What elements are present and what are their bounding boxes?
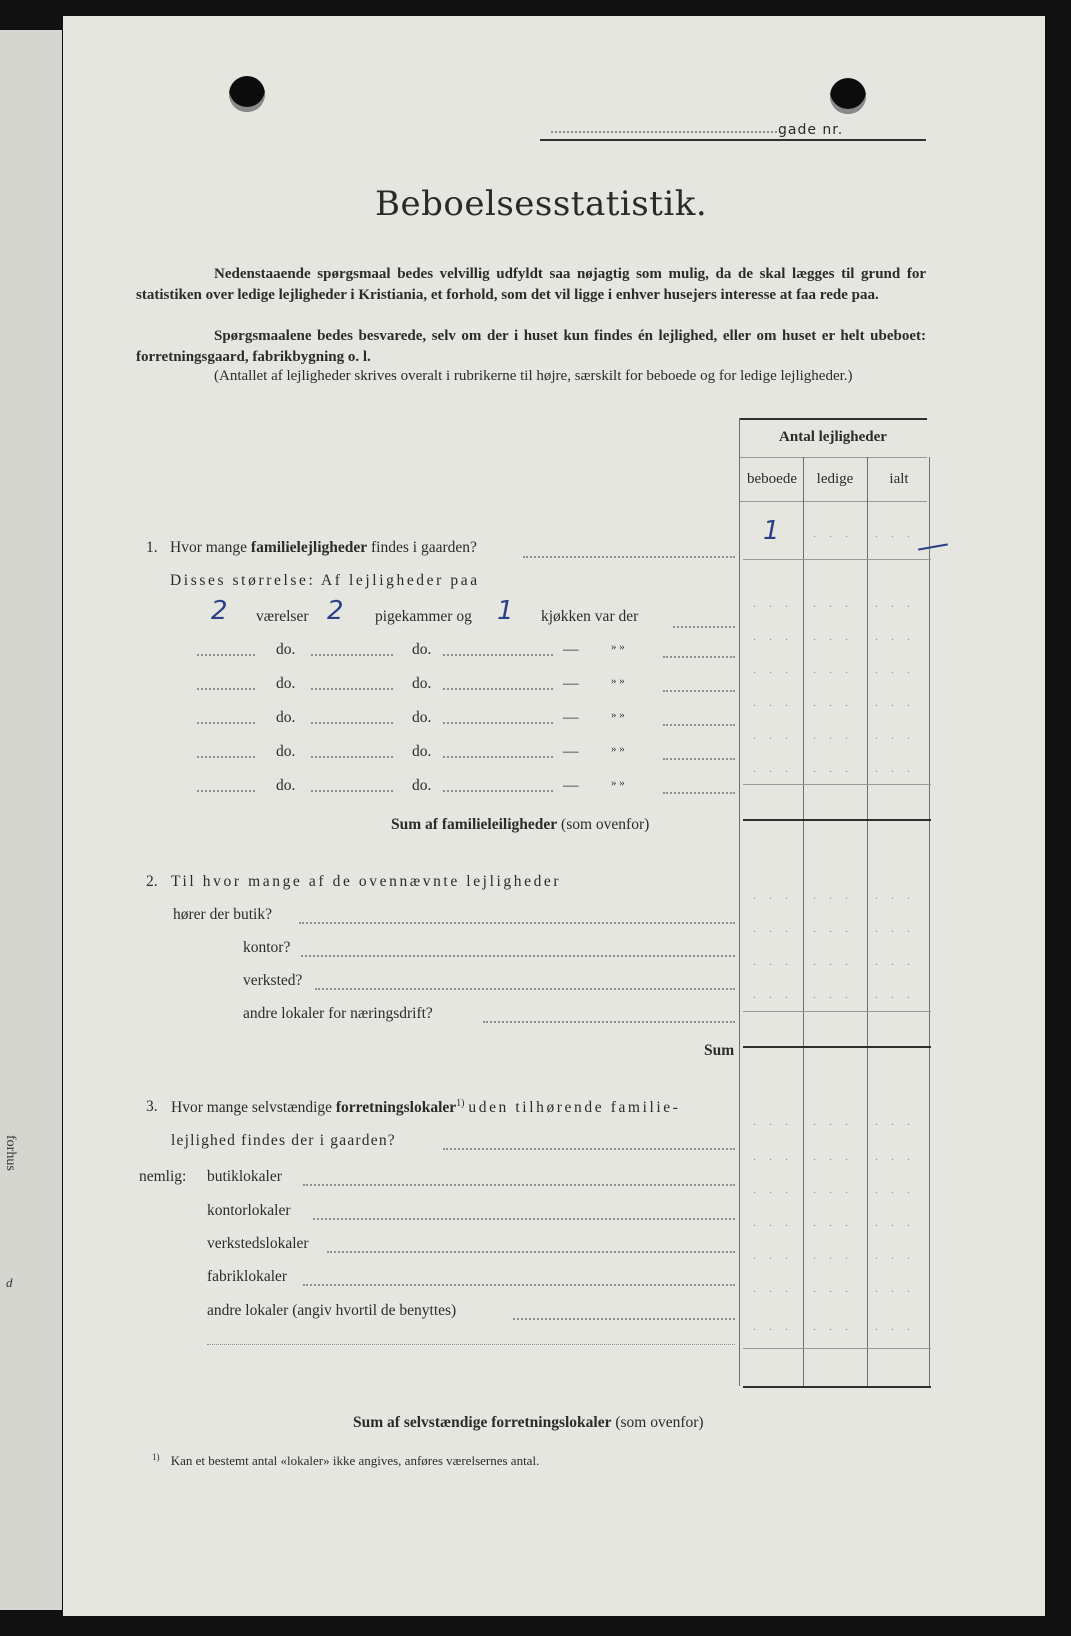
ditto: do. — [276, 777, 296, 794]
intro-paragraph-1 — [136, 264, 926, 305]
table-cell[interactable]: . . . — [875, 888, 915, 902]
table-column-line — [929, 457, 930, 1386]
size-fill-line[interactable] — [197, 790, 255, 792]
q1-text-a: Hvor mange — [170, 539, 248, 556]
table-cell[interactable]: . . . — [753, 695, 793, 709]
leader-dots — [523, 556, 735, 558]
ditto: do. — [276, 709, 296, 726]
table-cell[interactable]: . . . — [813, 629, 853, 643]
size-fill-line[interactable] — [311, 790, 393, 792]
table-cell[interactable]: . . . — [875, 662, 915, 676]
table-cell[interactable]: . . . — [875, 1281, 915, 1295]
leader-dots — [513, 1318, 735, 1320]
street-number-label: gade nr. — [778, 122, 844, 138]
q1-text-b: familielejligheder — [250, 539, 368, 556]
table-header-divider — [739, 501, 927, 502]
table-cell[interactable]: . . . — [753, 1248, 793, 1262]
q3-item: butiklokaler — [207, 1168, 282, 1185]
table-cell[interactable]: . . . — [813, 987, 853, 1001]
dash: — — [563, 641, 579, 658]
q2-sum: Sum — [704, 1042, 735, 1059]
rooms-label: værelser — [256, 608, 309, 625]
table-cell[interactable]: . . . — [753, 1319, 793, 1333]
footnote-text: Kan et bestemt antal «lokaler» ikke angives, anføres værelsernes antal. — [170, 1453, 540, 1469]
ditto: do. — [276, 641, 296, 658]
table-cell[interactable]: . . . — [813, 728, 853, 742]
specify-fill-line[interactable] — [207, 1344, 735, 1345]
answer-occupied-count[interactable]: 1 — [763, 516, 780, 546]
table-cell[interactable]: . . . — [875, 596, 915, 610]
table-row-divider — [743, 1011, 931, 1012]
intro-text-2: Spørgsmaalene bedes besvarede, selv om der i huset kun findes én lejlighed, eller om huset er helt ubeboet: forretningsgaard, fabrikbygning o. l. — [136, 328, 926, 365]
leader-dots — [327, 1251, 735, 1253]
leader-dots — [663, 792, 735, 794]
table-row-divider — [743, 1348, 931, 1349]
street-fill-line[interactable] — [551, 131, 781, 133]
table-cell[interactable]: . . . — [753, 1215, 793, 1229]
dash: — — [563, 675, 579, 692]
table-cell[interactable]: . . . — [813, 888, 853, 902]
handwritten-dash — [918, 543, 948, 550]
table-sum-rule — [743, 1046, 931, 1048]
table-cell[interactable]: . . . — [753, 1182, 793, 1196]
maid-label: pigekammer og — [375, 608, 472, 625]
leader-dots — [443, 1148, 735, 1150]
ditto-marks: » » — [611, 777, 625, 789]
q2-shop: hører der butik? — [173, 906, 272, 923]
kitchen-label: kjøkken var der — [541, 608, 639, 625]
size-fill-line[interactable] — [197, 688, 255, 690]
dash: — — [563, 777, 579, 794]
table-sum-rule — [743, 819, 931, 821]
table-cell[interactable]: . . . — [753, 921, 793, 935]
q3-item: fabriklokaler — [207, 1268, 288, 1285]
q1-size-line: Disses størrelse: Af lejligheder paa — [170, 572, 480, 589]
form-page — [63, 16, 1045, 1616]
table-header-divider — [739, 457, 927, 458]
table-cell[interactable]: . . . — [753, 761, 793, 775]
table-cell[interactable]: . . . — [753, 728, 793, 742]
q3-item: verkstedslokaler — [207, 1235, 309, 1252]
q3-number: 3. — [146, 1098, 158, 1115]
table-cell[interactable]: . . . — [875, 954, 915, 968]
table-column-line — [803, 457, 804, 1386]
size-fill-line[interactable] — [443, 722, 553, 724]
dash: — — [563, 743, 579, 760]
size-fill-line[interactable] — [443, 654, 553, 656]
leader-dots — [315, 988, 735, 990]
ditto-marks: » » — [611, 743, 625, 755]
street-underline — [540, 139, 926, 141]
table-cell[interactable]: . . . — [875, 1215, 915, 1229]
table-cell[interactable]: . . . — [813, 1114, 853, 1128]
ditto: do. — [412, 777, 432, 794]
table-top-rule — [739, 418, 927, 420]
ditto-marks: » » — [611, 675, 625, 687]
table-column-line — [739, 418, 740, 1386]
q1-text-c: findes i gaarden? — [371, 539, 477, 556]
ditto: do. — [412, 675, 432, 692]
table-cell[interactable]: . . . — [813, 596, 853, 610]
ditto-marks: » » — [611, 641, 625, 653]
leader-dots — [301, 955, 735, 957]
q2-other: andre lokaler for næringsdrift? — [243, 1005, 433, 1022]
size-fill-line[interactable] — [197, 756, 255, 758]
leader-dots — [663, 724, 735, 726]
leader-dots — [299, 922, 735, 924]
footnote-mark: 1) — [152, 1452, 160, 1462]
q3-line-2: lejlighed findes der i gaarden? — [171, 1132, 396, 1149]
q1-text — [170, 539, 477, 557]
table-cell[interactable]: . . . — [875, 1114, 915, 1128]
ditto: do. — [276, 743, 296, 760]
size-fill-line[interactable] — [443, 790, 553, 792]
table-cell[interactable]: . . . — [753, 662, 793, 676]
table-cell[interactable]: . . . — [813, 954, 853, 968]
table-cell[interactable]: . . . — [753, 1281, 793, 1295]
q3-item: kontorlokaler — [207, 1202, 291, 1219]
size-fill-line[interactable] — [197, 722, 255, 724]
leader-dots — [673, 626, 735, 628]
table-row-divider — [743, 784, 931, 785]
ditto: do. — [412, 641, 432, 658]
size-fill-line[interactable] — [311, 756, 393, 758]
table-cell[interactable]: . . . — [813, 1182, 853, 1196]
answer-rooms[interactable]: 2 — [211, 596, 228, 626]
table-cell[interactable]: . . . — [875, 987, 915, 1001]
leader-dots — [483, 1021, 735, 1023]
column-header-total: ialt — [889, 471, 909, 487]
leader-dots — [303, 1184, 735, 1186]
table-cell[interactable]: . . . — [813, 1319, 853, 1333]
table-cell[interactable]: . . . — [813, 1281, 853, 1295]
table-cell[interactable]: . . . — [875, 629, 915, 643]
table-cell[interactable]: . . . — [753, 1149, 793, 1163]
table-cell[interactable]: . . . — [813, 526, 853, 540]
q2-number: 2. — [146, 873, 158, 890]
punch-hole — [229, 76, 265, 112]
table-cell[interactable]: . . . — [875, 695, 915, 709]
size-fill-line[interactable] — [311, 722, 393, 724]
footnote — [152, 1452, 539, 1469]
dash: — — [563, 709, 579, 726]
size-fill-line[interactable] — [197, 654, 255, 656]
answer-maid-rooms[interactable]: 2 — [327, 596, 344, 626]
table-cell[interactable]: . . . — [813, 921, 853, 935]
intro-paragraph-2 — [136, 326, 926, 367]
q3-sum — [353, 1414, 704, 1432]
q3-sum-bold: Sum af selvstændige forretningslokaler — [353, 1414, 612, 1431]
table-row-divider — [743, 559, 931, 560]
ditto: do. — [412, 709, 432, 726]
intro-paragraph-3: (Antallet af lejligheder skrives overalt i rubrikerne til højre, særskilt for beboede og for ledige lejligheder.) — [214, 368, 853, 384]
table-sum-rule — [743, 1386, 931, 1388]
q3-item: andre lokaler (angiv hvortil de benyttes) — [207, 1302, 457, 1319]
leader-dots — [303, 1284, 735, 1286]
table-cell[interactable]: . . . — [875, 921, 915, 935]
ditto: do. — [412, 743, 432, 760]
table-cell[interactable]: . . . — [875, 1319, 915, 1333]
table-cell[interactable]: . . . — [813, 1215, 853, 1229]
q3-text-a: Hvor mange selvstændige — [171, 1099, 333, 1117]
table-cell[interactable]: . . . — [813, 1149, 853, 1163]
left-page-fragment: forhus — [3, 1135, 18, 1171]
table-cell[interactable]: . . . — [813, 695, 853, 709]
answer-kitchens[interactable]: 1 — [497, 596, 514, 626]
table-column-line — [867, 457, 868, 1386]
table-cell[interactable]: . . . — [875, 526, 915, 540]
leader-dots — [663, 690, 735, 692]
table-cell[interactable]: . . . — [813, 1248, 853, 1262]
table-cell[interactable]: . . . — [753, 888, 793, 902]
q3-text-b: forretningslokaler — [335, 1099, 457, 1117]
table-cell[interactable]: . . . — [875, 761, 915, 775]
q1-sum — [391, 816, 649, 834]
column-header-vacant: ledige — [816, 471, 854, 487]
q3-namely: nemlig: — [139, 1168, 187, 1185]
size-fill-line[interactable] — [311, 654, 393, 656]
q1-sum-bold: Sum af familieleiligheder — [391, 816, 558, 833]
ditto-marks: » » — [611, 709, 625, 721]
q2-text: Til hvor mange af de ovennævnte lejligheder — [171, 873, 562, 890]
q3-text — [171, 1098, 681, 1117]
left-page-fragment: d — [6, 1275, 13, 1290]
table-cell[interactable]: . . . — [875, 1149, 915, 1163]
intro-text-1: Nedenstaaende spørgsmaal bedes velvillig udfyldt saa nøjagtig som mulig, da de skal lægges til grund for statistiken over ledige lejligheder i Kristiania, et forhold, som det vil ligge i enhver husejers interesse at faa rede paa. — [136, 266, 926, 303]
table-cell[interactable]: . . . — [753, 629, 793, 643]
column-header-occupied: beboede — [747, 471, 797, 487]
q1-sum-rest: (som ovenfor) — [561, 816, 650, 833]
table-title: Antal lejligheder — [779, 429, 887, 445]
punch-hole — [830, 78, 866, 114]
table-cell[interactable]: . . . — [813, 662, 853, 676]
leader-dots — [663, 758, 735, 760]
size-fill-line[interactable] — [311, 688, 393, 690]
q3-text-c: uden tilhørende familie- — [468, 1099, 681, 1117]
size-fill-line[interactable] — [443, 756, 553, 758]
q2-workshop: verksted? — [243, 972, 303, 989]
table-cell[interactable]: . . . — [753, 954, 793, 968]
table-cell[interactable]: . . . — [753, 596, 793, 610]
leader-dots — [663, 656, 735, 658]
size-fill-line[interactable] — [443, 688, 553, 690]
ditto: do. — [276, 675, 296, 692]
table-cell[interactable]: . . . — [875, 728, 915, 742]
table-cell[interactable]: . . . — [875, 1248, 915, 1262]
left-page-edge — [0, 30, 62, 1610]
q3-sum-rest: (som ovenfor) — [615, 1414, 704, 1431]
q2-office: kontor? — [243, 939, 291, 956]
q1-number: 1. — [146, 539, 158, 556]
page-title: Beboelsesstatistik. — [375, 184, 708, 224]
table-cell[interactable]: . . . — [753, 987, 793, 1001]
table-cell[interactable]: . . . — [875, 1182, 915, 1196]
leader-dots — [313, 1218, 735, 1220]
q3-footnote-ref: 1) — [456, 1098, 465, 1109]
table-cell[interactable]: . . . — [813, 761, 853, 775]
table-cell[interactable]: . . . — [753, 1114, 793, 1128]
